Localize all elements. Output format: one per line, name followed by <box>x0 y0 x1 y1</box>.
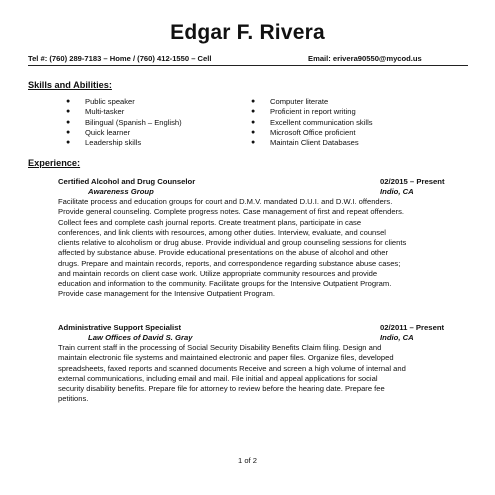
experience-heading: Experience: <box>28 158 81 168</box>
skill-item: ● Computer literate <box>251 97 329 106</box>
skills-list-right <box>251 97 373 148</box>
skill-item: ● Public speaker <box>66 97 135 106</box>
job-organization: Law Offices of David S. Gray <box>88 333 193 342</box>
page-number: 1 of 2 <box>238 456 257 465</box>
job-title: Certified Alcohol and Drug Counselor <box>58 177 196 186</box>
skill-item: ● Microsoft Office proficient <box>251 127 356 137</box>
bullet-icon: ● <box>66 128 71 136</box>
bullet-icon: ● <box>251 128 256 136</box>
job-organization: Awareness Group <box>88 187 154 196</box>
skill-item: ● Proficient in report writing <box>251 107 356 117</box>
job-dates: 02/2011 – Present <box>380 323 445 332</box>
resume-name: Edgar F. Rivera <box>170 21 325 44</box>
skills-heading: Skills and Abilities: <box>28 80 112 90</box>
bullet-icon: ● <box>251 118 256 126</box>
bullet-icon: ● <box>66 98 71 105</box>
header-divider <box>28 65 468 66</box>
bullet-icon: ● <box>251 98 256 105</box>
job-location: Indio, CA <box>380 187 414 196</box>
bullet-icon: ● <box>66 139 71 147</box>
skill-item: ● Maintain Client Databases <box>251 138 359 148</box>
bullet-icon: ● <box>251 139 256 147</box>
skill-item: ● Excellent communication skills <box>251 117 373 127</box>
email-address: Email: erivera90550@mycod.us <box>308 54 422 63</box>
job-title: Administrative Support Specialist <box>58 323 182 332</box>
skills-list-left <box>66 97 182 148</box>
skill-item: ● Leadership skills <box>66 138 142 148</box>
bullet-icon: ● <box>251 108 256 116</box>
job-location: Indio, CA <box>380 333 414 342</box>
job-dates: 02/2015 – Present <box>380 177 445 186</box>
job-description: Facilitate process and education groups for court and D.M.V. mandated D.U.I. and D.W.I. offenders. Provide general counseling. Complete progress notes. Case management of first and repeat offenders. Collect fees and complete cash journal reports. Create treatment plans, participate in case conferences, and link clients with resources, among other duties. Interview, evaluate, and counsel clients relative to alcoholism or drug abuse. Provide individual and group counseling sessions for clients affected by substance abuse. Provide educational presentations on the abuse of alcohol and other drugs. Prepare and maintain records, reports, and correspondence regarding substance abuse cases; and maintain records on client case work. Utilize appropriate community resources and provide education and information to the community. Facilitate groups for the Intensive Outpatient Program. Provide case management for the Intensive Outpatient Program. <box>58 197 407 299</box>
skill-item: ● Multi-tasker <box>66 107 125 117</box>
skill-item: ● Bilingual (Spanish – English) <box>66 117 182 127</box>
job-description: Train current staff in the processing of Social Security Disability Benefits Claim filing. Design and maintain electronic file systems and maintained electronic and paper files. Organize files, developed spreadsheets, faxed reports and scanned documents Receive and screen a high volume of internal and external communications, including email and mail. File initial and appeal applications for social security disability benefits. Prepare file for attorney to review before the hearing date. Prepare fee petitions. <box>58 343 406 404</box>
phone-numbers: Tel #: (760) 289-7183 – Home / (760) 412-1550 – Cell <box>28 54 212 63</box>
bullet-icon: ● <box>66 108 71 116</box>
contact-line <box>28 54 468 64</box>
skill-item: ● Quick learner <box>66 127 131 137</box>
bullet-icon: ● <box>66 118 71 126</box>
